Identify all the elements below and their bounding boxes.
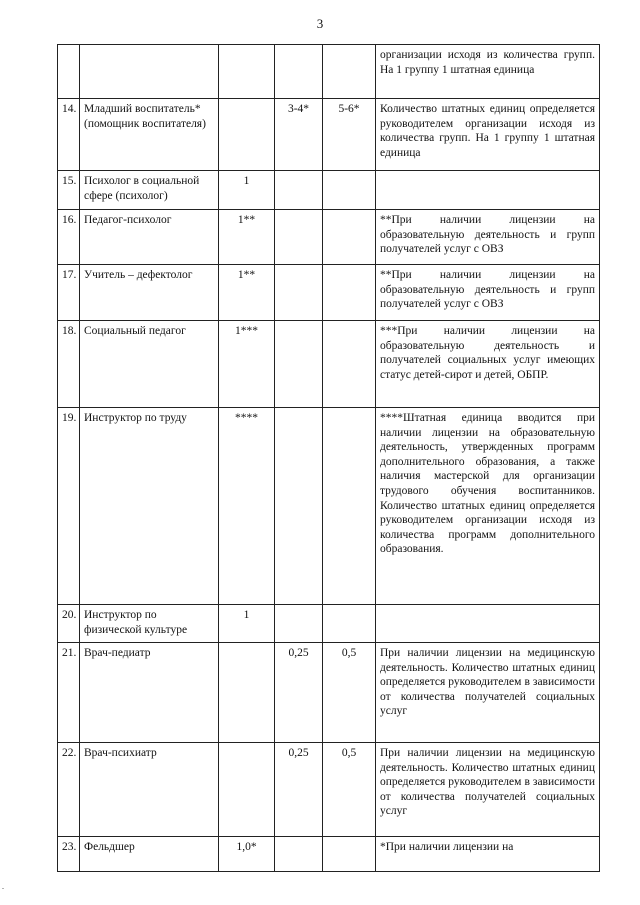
staff-table — [57, 44, 600, 872]
row-note: ***При наличии лицензии на образовательную деятельность и получателей социальных услуг имеющих статус детей-сирот и детей, ОБПР. — [376, 321, 600, 408]
staff-count-col2 — [275, 605, 323, 643]
row-note: **При наличии лицензии на образовательную деятельность и групп получателей услуг с ОВЗ — [376, 210, 600, 265]
staff-count-col1 — [219, 643, 275, 743]
staff-count-col3 — [323, 45, 376, 99]
position-name: Педагог-психолог — [80, 210, 219, 265]
position-name: Инструктор по труду — [80, 408, 219, 605]
staff-count-col2: 0,25 — [275, 643, 323, 743]
position-name: Младший воспитатель* (помощник воспитателя) — [80, 99, 219, 171]
staff-count-col2 — [275, 408, 323, 605]
position-name: Инструктор по физической культуре — [80, 605, 219, 643]
row-number: 17. — [58, 265, 80, 321]
staff-count-col3 — [323, 605, 376, 643]
staff-count-col3 — [323, 408, 376, 605]
table-row — [58, 837, 600, 872]
position-name — [80, 45, 219, 99]
position-name: Врач-психиатр — [80, 743, 219, 837]
position-name: Учитель – дефектолог — [80, 265, 219, 321]
row-number: 19. — [58, 408, 80, 605]
table-row — [58, 605, 600, 643]
row-number: 20. — [58, 605, 80, 643]
row-note: При наличии лицензии на медицинскую деятельность. Количество штатных единиц определяется руководителем в зависимости от количества получателей социальных услуг — [376, 743, 600, 837]
staff-count-col3: 0,5 — [323, 643, 376, 743]
staff-count-col3 — [323, 265, 376, 321]
staff-count-col2 — [275, 171, 323, 210]
staff-count-col3 — [323, 171, 376, 210]
staff-count-col1: 1*** — [219, 321, 275, 408]
table-row — [58, 171, 600, 210]
row-number: 23. — [58, 837, 80, 872]
row-note: При наличии лицензии на медицинскую деятельность. Количество штатных единиц определяется руководителем в зависимости от количества получателей социальных услуг — [376, 643, 600, 743]
staff-count-col2: 0,25 — [275, 743, 323, 837]
staff-count-col2 — [275, 210, 323, 265]
row-note: **При наличии лицензии на образовательную деятельность и групп получателей услуг с ОВЗ — [376, 265, 600, 321]
row-note: ****Штатная единица вводится при наличии лицензии на образовательную деятельность, утвержденных программ дополнительного образования, а также наличия мастерской для организации трудового обучения воспитанников. Количество штатных единиц определяется руководителем организации исходя из количества программ дополнительного образования. — [376, 408, 600, 605]
staff-count-col3: 5-6* — [323, 99, 376, 171]
row-note: *При наличии лицензии на — [376, 837, 600, 872]
staff-count-col1 — [219, 99, 275, 171]
table-row — [58, 643, 600, 743]
staff-count-col1: **** — [219, 408, 275, 605]
row-number: 14. — [58, 99, 80, 171]
staff-count-col1: 1,0* — [219, 837, 275, 872]
row-note — [376, 171, 600, 210]
table-row — [58, 321, 600, 408]
table-row — [58, 99, 600, 171]
row-number — [58, 45, 80, 99]
row-number: 15. — [58, 171, 80, 210]
row-note: Количество штатных единиц определяется руководителем организации исходя из количества групп. На 1 группу 1 штатная единица — [376, 99, 600, 171]
staff-count-col1 — [219, 743, 275, 837]
staff-count-col1 — [219, 45, 275, 99]
row-note: организации исходя из количества групп. На 1 группу 1 штатная единица — [376, 45, 600, 99]
position-name: Психолог в социальной сфере (психолог) — [80, 171, 219, 210]
table-row — [58, 265, 600, 321]
row-number: 18. — [58, 321, 80, 408]
table-row — [58, 45, 600, 99]
staff-count-col3: 0,5 — [323, 743, 376, 837]
staff-count-col1: 1 — [219, 171, 275, 210]
row-number: 21. — [58, 643, 80, 743]
staff-count-col1: 1 — [219, 605, 275, 643]
staff-count-col1: 1** — [219, 265, 275, 321]
staff-count-col1: 1** — [219, 210, 275, 265]
staff-count-col2 — [275, 265, 323, 321]
staff-count-col3 — [323, 837, 376, 872]
table-row — [58, 743, 600, 837]
staff-count-col2 — [275, 321, 323, 408]
row-number: 22. — [58, 743, 80, 837]
table-row — [58, 408, 600, 605]
staff-table-body — [58, 45, 600, 872]
staff-count-col2 — [275, 837, 323, 872]
row-note — [376, 605, 600, 643]
position-name: Врач-педиатр — [80, 643, 219, 743]
page-number: 3 — [316, 16, 324, 31]
staff-count-col3 — [323, 321, 376, 408]
row-number: 16. — [58, 210, 80, 265]
table-row — [58, 210, 600, 265]
staff-count-col2: 3-4* — [275, 99, 323, 171]
position-name: Фельдшер — [80, 837, 219, 872]
staff-count-col3 — [323, 210, 376, 265]
staff-count-col2 — [275, 45, 323, 99]
position-name: Социальный педагог — [80, 321, 219, 408]
scan-speck: . — [2, 882, 4, 891]
